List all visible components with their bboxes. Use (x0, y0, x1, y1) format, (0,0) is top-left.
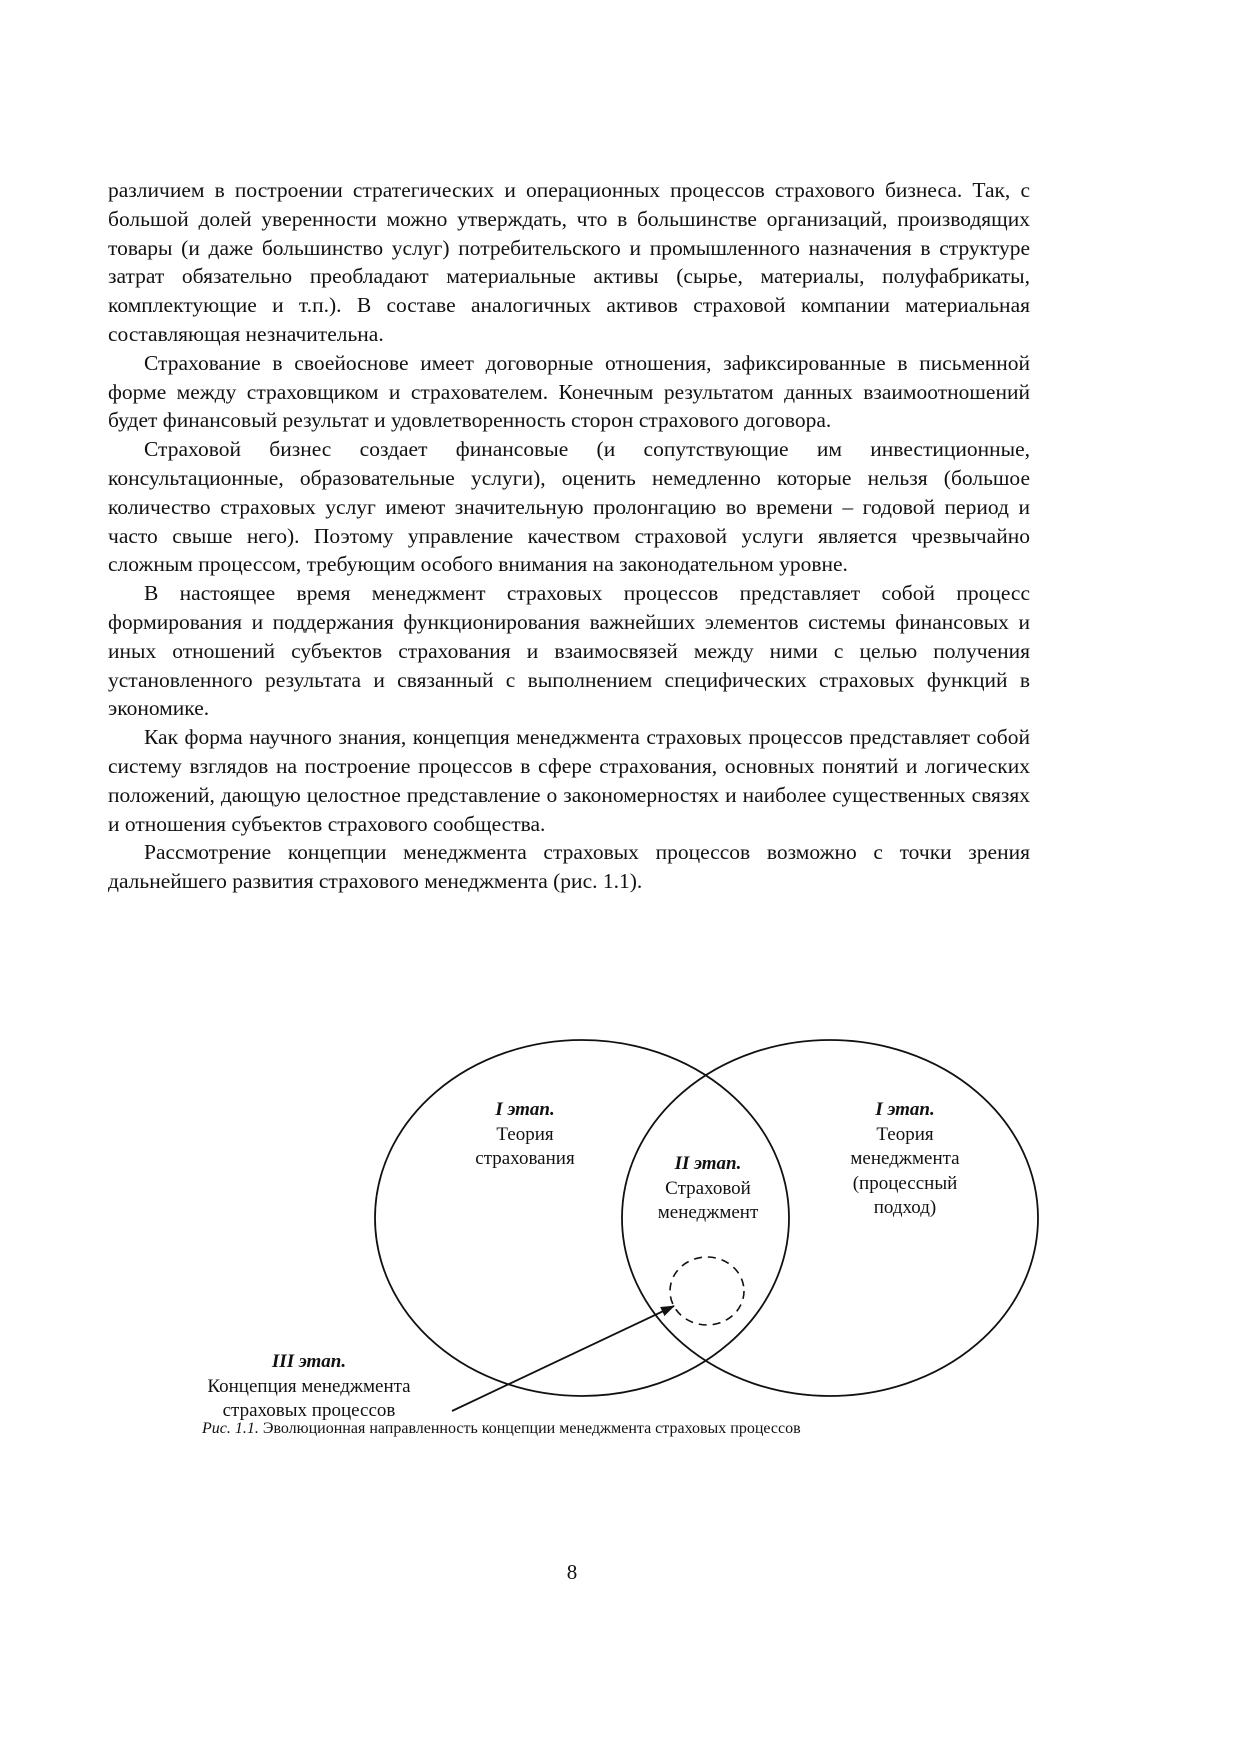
intersection-label: II этап. Страховой менеджмент (657, 1153, 759, 1223)
paragraph-6: Рассмотрение концепции менеджмента страховых процессов возможно с точки зрения дальнейшего развития страхового менеджмента (рис. 1.1). (108, 840, 1030, 894)
paragraph-2: Страхование в своейоснове имеет договорные отношения, зафиксированные в письменной форме между страховщиком и страхователем. Конечным результатом данных взаимоотношений будет финансовый результат и удовлетворенность сторон страхового договора. (108, 350, 1030, 433)
dashed-circle (670, 1257, 744, 1325)
paragraph-4: В настоящее время менеджмент страховых процессов представляет собой процесс формирования и поддержания функционирования важнейших элементов системы финансовых и иных отношений субъектов страхования и взаимосвязей между ними с целью получения установленного результата и связанный с выполнением специфических страховых функций в экономике. (108, 581, 1030, 721)
paragraph-5: Как форма научного знания, концепция менеджмента страховых процессов представляет собой систему взглядов на построение процессов в сфере страхования, основных понятий и логических положений, дающую целостное представление о закономерностях и наиболее существенных связях и отношения субъектов страхового сообщества. (108, 725, 1030, 836)
caption-prefix: Рис. 1.1. (202, 1420, 259, 1437)
right-circle-label: I этап. Теория менеджмента (процессный подход) (850, 1099, 960, 1218)
left-circle-label: I этап. Теория страхования (475, 1099, 575, 1169)
body-text (108, 176, 1030, 896)
paragraph-1: различием в построении стратегических и операционных процессов страхового бизнеса. Так, с большой долей уверенности можно утверждать, что в большинстве организаций, производящих товары (и даже большинство услуг) потребительского и промышленного назначения в структуре затрат обязательно преобладают материальные активы (сырье, материалы, полуфабрикаты, комплектующие и т.п.). В составе аналогичных активов страховой компании материальная составляющая незначительна. (108, 178, 1030, 346)
caption-text: Эволюционная направленность концепции менеджмента страховых процессов (258, 1420, 801, 1437)
paragraph-3: Страховой бизнес создает финансовые (и сопутствующие им инвестиционные, консультационные, образовательные услуги), оценить немедленно которые нельзя (большое количество страховых услуг имеют значительную пролонгацию во времени – годовой период и часто свыше него). Поэтому управление качеством страховой услуги является чрезвычайно сложным процессом, требующим особого внимания на законодательном уровне. (108, 437, 1030, 577)
right-circle (622, 1040, 1038, 1396)
page-number: 8 (566, 1560, 578, 1584)
figure-caption (202, 1419, 801, 1439)
left-circle (375, 1040, 789, 1396)
stage-three-label: III этап. Концепция менеджмента страховых процессов (207, 1351, 411, 1421)
pointer-arrow (452, 1306, 674, 1411)
